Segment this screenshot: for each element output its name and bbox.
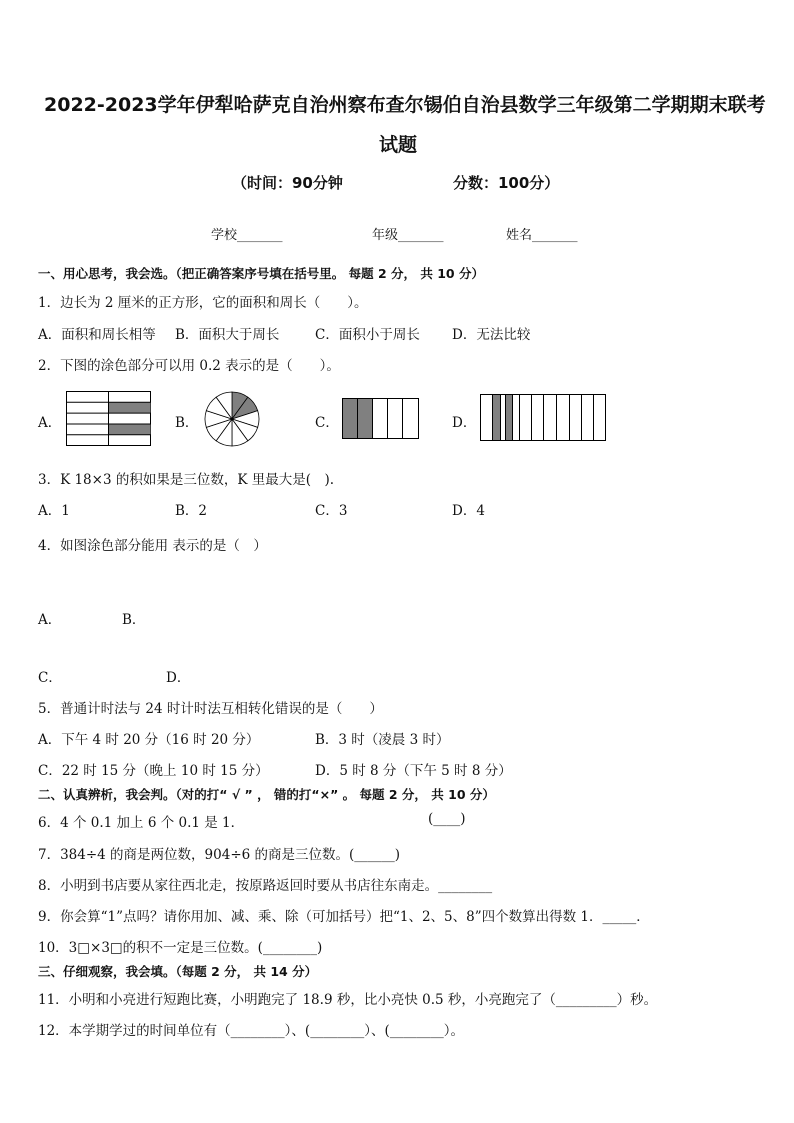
section3-heading: 三、仔细观察，我会填。（每题 2 分， 共 14 分） <box>38 964 318 979</box>
exam-score: 分数：100分） <box>453 174 560 192</box>
section1-heading: 一、用心思考，我会选。（把正确答案序号填在括号里。 每题 2 分， 共 10 分） <box>38 266 484 281</box>
q1-option-c[interactable]: C．面积小于周长 <box>315 327 420 343</box>
question-10: 10．3□×3□的积不一定是三位数。(________) <box>38 940 323 956</box>
q1-option-d[interactable]: D．无法比较 <box>452 327 531 343</box>
page-title-line2: 试题 <box>379 134 418 156</box>
school-field[interactable]: 学校_______ <box>211 228 283 243</box>
q4-option-b[interactable]: B． <box>122 612 146 628</box>
q3-option-b[interactable]: B．2 <box>175 503 208 519</box>
q2-option-a[interactable]: A． <box>38 415 62 431</box>
exam-time: （时间：90分钟 <box>232 174 343 192</box>
question-7: 7．384÷4 的商是两位数，904÷6 的商是三位数。(______) <box>38 847 401 863</box>
q5-option-a[interactable]: A．下午 4 时 20 分（16 时 20 分） <box>38 732 260 748</box>
q1-option-b[interactable]: B．面积大于周长 <box>175 327 280 343</box>
question-3: 3．K 18×3 的积如果是三位数，K 里最大是( ). <box>38 472 335 488</box>
q6-answer-blank[interactable]: (____) <box>428 811 466 827</box>
q2-figure-c-bar-five-parts <box>342 398 420 440</box>
q3-option-c[interactable]: C．3 <box>315 503 348 519</box>
q5-option-d[interactable]: D．5 时 8 分（下午 5 时 8 分） <box>315 763 512 779</box>
page-title-line1: 2022-2023学年伊犁哈萨克自治州察布查尔锡伯自治县数学三年级第二学期期末联考 <box>44 94 766 116</box>
question-12: 12．本学期学过的时间单位有（________）、(________）、(________）。 <box>38 1023 464 1039</box>
question-9: 9．你会算“1”点吗？请你用加、减、乘、除（可加括号）把“1、2、5、8”四个数算出得数 1．_____． <box>38 909 650 925</box>
q2-figure-a-striped-rectangle <box>66 391 152 447</box>
question-1: 1．边长为 2 厘米的正方形，它的面积和周长（ ）。 <box>38 295 368 311</box>
q4-option-a[interactable]: A． <box>38 612 62 628</box>
grade-field[interactable]: 年级_______ <box>372 228 444 243</box>
q4-option-c[interactable]: C． <box>38 670 62 686</box>
q3-option-d[interactable]: D．4 <box>452 503 485 519</box>
q5-option-c[interactable]: C．22 时 15 分（晚上 10 时 15 分） <box>38 763 269 779</box>
q2-option-c[interactable]: C． <box>315 415 339 431</box>
question-2: 2．下图的涂色部分可以用 0.2 表示的是（ ）。 <box>38 358 340 374</box>
q1-option-a[interactable]: A．面积和周长相等 <box>38 327 156 343</box>
q5-option-b[interactable]: B．3 时（凌晨 3 时） <box>315 732 450 748</box>
q2-figure-d-bar-ten-parts <box>480 394 608 442</box>
question-11: 11．小明和小亮进行短跑比赛，小明跑完了 18.9 秒，比小亮快 0.5 秒，小亮跑完了（_________）秒。 <box>38 992 658 1008</box>
q2-option-d[interactable]: D． <box>452 415 477 431</box>
q2-option-b[interactable]: B． <box>175 415 199 431</box>
q3-option-a[interactable]: A．1 <box>38 503 70 519</box>
question-6: 6．4 个 0.1 加上 6 个 0.1 是 1． <box>38 815 245 831</box>
q4-option-d[interactable]: D． <box>166 670 191 686</box>
name-field[interactable]: 姓名_______ <box>506 228 578 243</box>
question-8: 8．小明到书店要从家往西北走，按原路返回时要从书店往东南走。________ <box>38 878 493 894</box>
question-4: 4．如图涂色部分能用 表示的是（ ） <box>38 538 267 554</box>
q2-figure-b-shaded-circle <box>203 390 261 448</box>
section2-heading: 二、认真辨析，我会判。（对的打“ √ ” ， 错的打“×” 。 每题 2 分， 共 10 分） <box>38 787 495 802</box>
question-5: 5．普通计时法与 24 时计时法互相转化错误的是（ ） <box>38 701 383 717</box>
